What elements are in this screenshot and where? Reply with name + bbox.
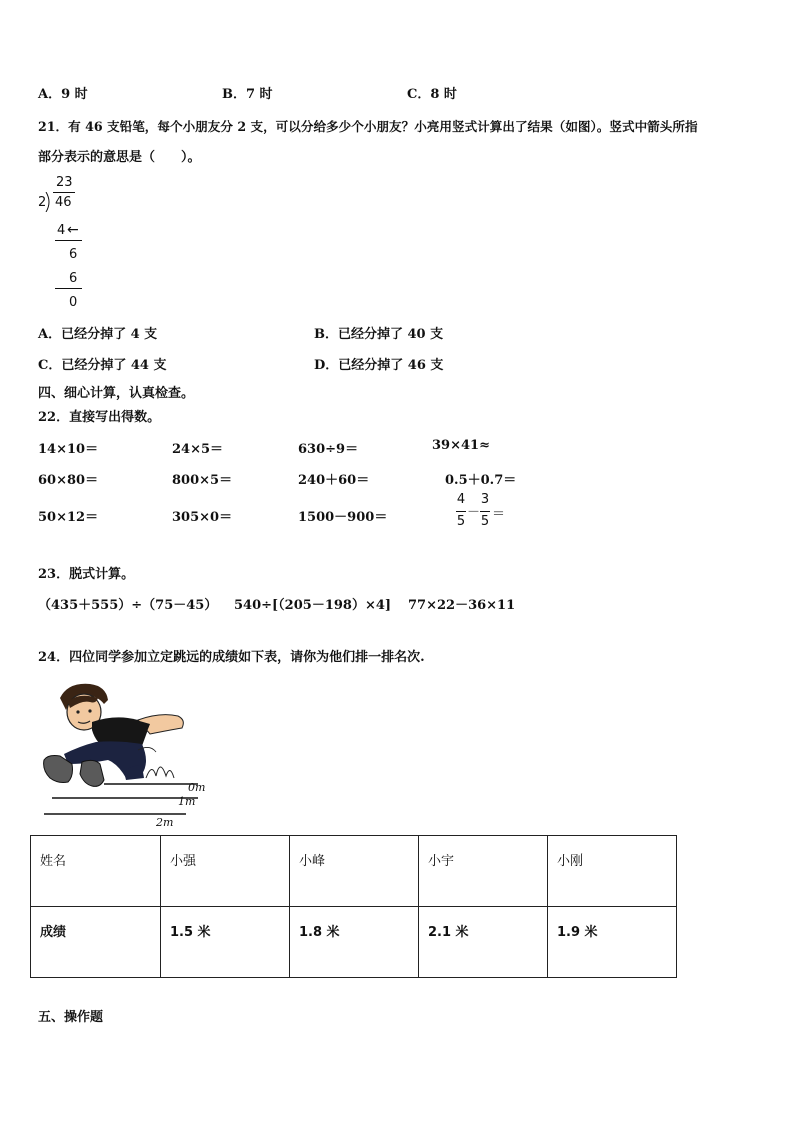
- option-c: C．8 时: [407, 87, 457, 102]
- table-cell: 小峰: [290, 836, 419, 907]
- calc-item: 1500－900＝: [298, 510, 388, 525]
- divisor: 2: [38, 195, 47, 210]
- table-cell: 1.8 米: [290, 907, 419, 978]
- step-2: 6: [69, 271, 78, 286]
- distance-label: 0m: [188, 781, 206, 794]
- table-row: [31, 836, 677, 907]
- dividend: 46: [55, 195, 72, 210]
- table-cell: 小刚: [548, 836, 677, 907]
- arrow-icon: ←: [67, 222, 79, 238]
- long-division: [38, 173, 98, 313]
- calc-expression: 77×22－36×11: [408, 598, 516, 613]
- remainder-1: 6: [69, 247, 78, 262]
- question-23-title: 23．脱式计算。: [38, 567, 135, 582]
- calc-item: 240＋60＝: [298, 473, 370, 488]
- long-jump-illustration: [38, 680, 223, 830]
- table-cell: 姓名: [31, 836, 161, 907]
- question-22-title: 22．直接写出得数。: [38, 410, 161, 425]
- option-a: A．9 时: [38, 87, 88, 102]
- question-21-text-cont: 部分表示的意思是（ ）。: [38, 150, 201, 165]
- table-row: [31, 907, 677, 978]
- minus-sign: －: [467, 505, 481, 520]
- fraction-expression: [455, 492, 505, 534]
- division-bracket: [45, 192, 53, 212]
- table-cell: 成绩: [31, 907, 161, 978]
- calc-item: 800×5＝: [172, 473, 233, 488]
- option-b: B．已经分掉了 40 支: [314, 327, 444, 342]
- numerator: 3: [480, 492, 490, 507]
- option-b: B．7 时: [222, 87, 273, 102]
- table-cell: 1.5 米: [161, 907, 290, 978]
- question-21-text: 21．有 46 支铅笔，每个小朋友分 2 支，可以分给多少个小朋友？小亮用竖式计算出了结果（如图）。竖式中箭头所指: [38, 119, 698, 134]
- calc-item: 305×0＝: [172, 510, 233, 525]
- quotient: 23: [56, 175, 73, 190]
- calc-item: 630÷9＝: [298, 442, 359, 457]
- section-heading: 四、细心计算，认真检查。: [38, 386, 195, 401]
- section-heading: 五、操作题: [38, 1010, 104, 1025]
- equals-sign: ＝: [492, 507, 506, 522]
- calc-item: 14×10＝: [38, 442, 99, 457]
- numerator: 4: [456, 492, 466, 507]
- table-cell: 小宇: [419, 836, 548, 907]
- option-d: D．已经分掉了 46 支: [314, 358, 444, 373]
- table-cell: 2.1 米: [419, 907, 548, 978]
- remainder-2: 0: [69, 295, 78, 310]
- calc-item: 60×80＝: [38, 473, 99, 488]
- distance-label: 1m: [178, 795, 196, 808]
- table-cell: 1.9 米: [548, 907, 677, 978]
- calc-item: 39×41≈: [432, 438, 490, 453]
- table-cell: 小强: [161, 836, 290, 907]
- denominator: 5: [456, 514, 466, 529]
- distance-label: 2m: [156, 816, 174, 829]
- score-table: [30, 835, 677, 978]
- option-a: A．已经分掉了 4 支: [38, 327, 158, 342]
- option-c: C．已经分掉了 44 支: [38, 358, 167, 373]
- step-1: 4: [57, 223, 66, 238]
- calc-item: 50×12＝: [38, 510, 99, 525]
- calc-expression: 540÷[（205－198）×4]: [234, 598, 392, 613]
- calc-item: 24×5＝: [172, 442, 224, 457]
- calc-item: 0.5＋0.7＝: [445, 473, 517, 488]
- question-24-title: 24．四位同学参加立定跳远的成绩如下表，请你为他们排一排名次.: [38, 650, 425, 665]
- denominator: 5: [480, 514, 490, 529]
- calc-expression: （435＋555）÷（75－45）: [38, 598, 218, 613]
